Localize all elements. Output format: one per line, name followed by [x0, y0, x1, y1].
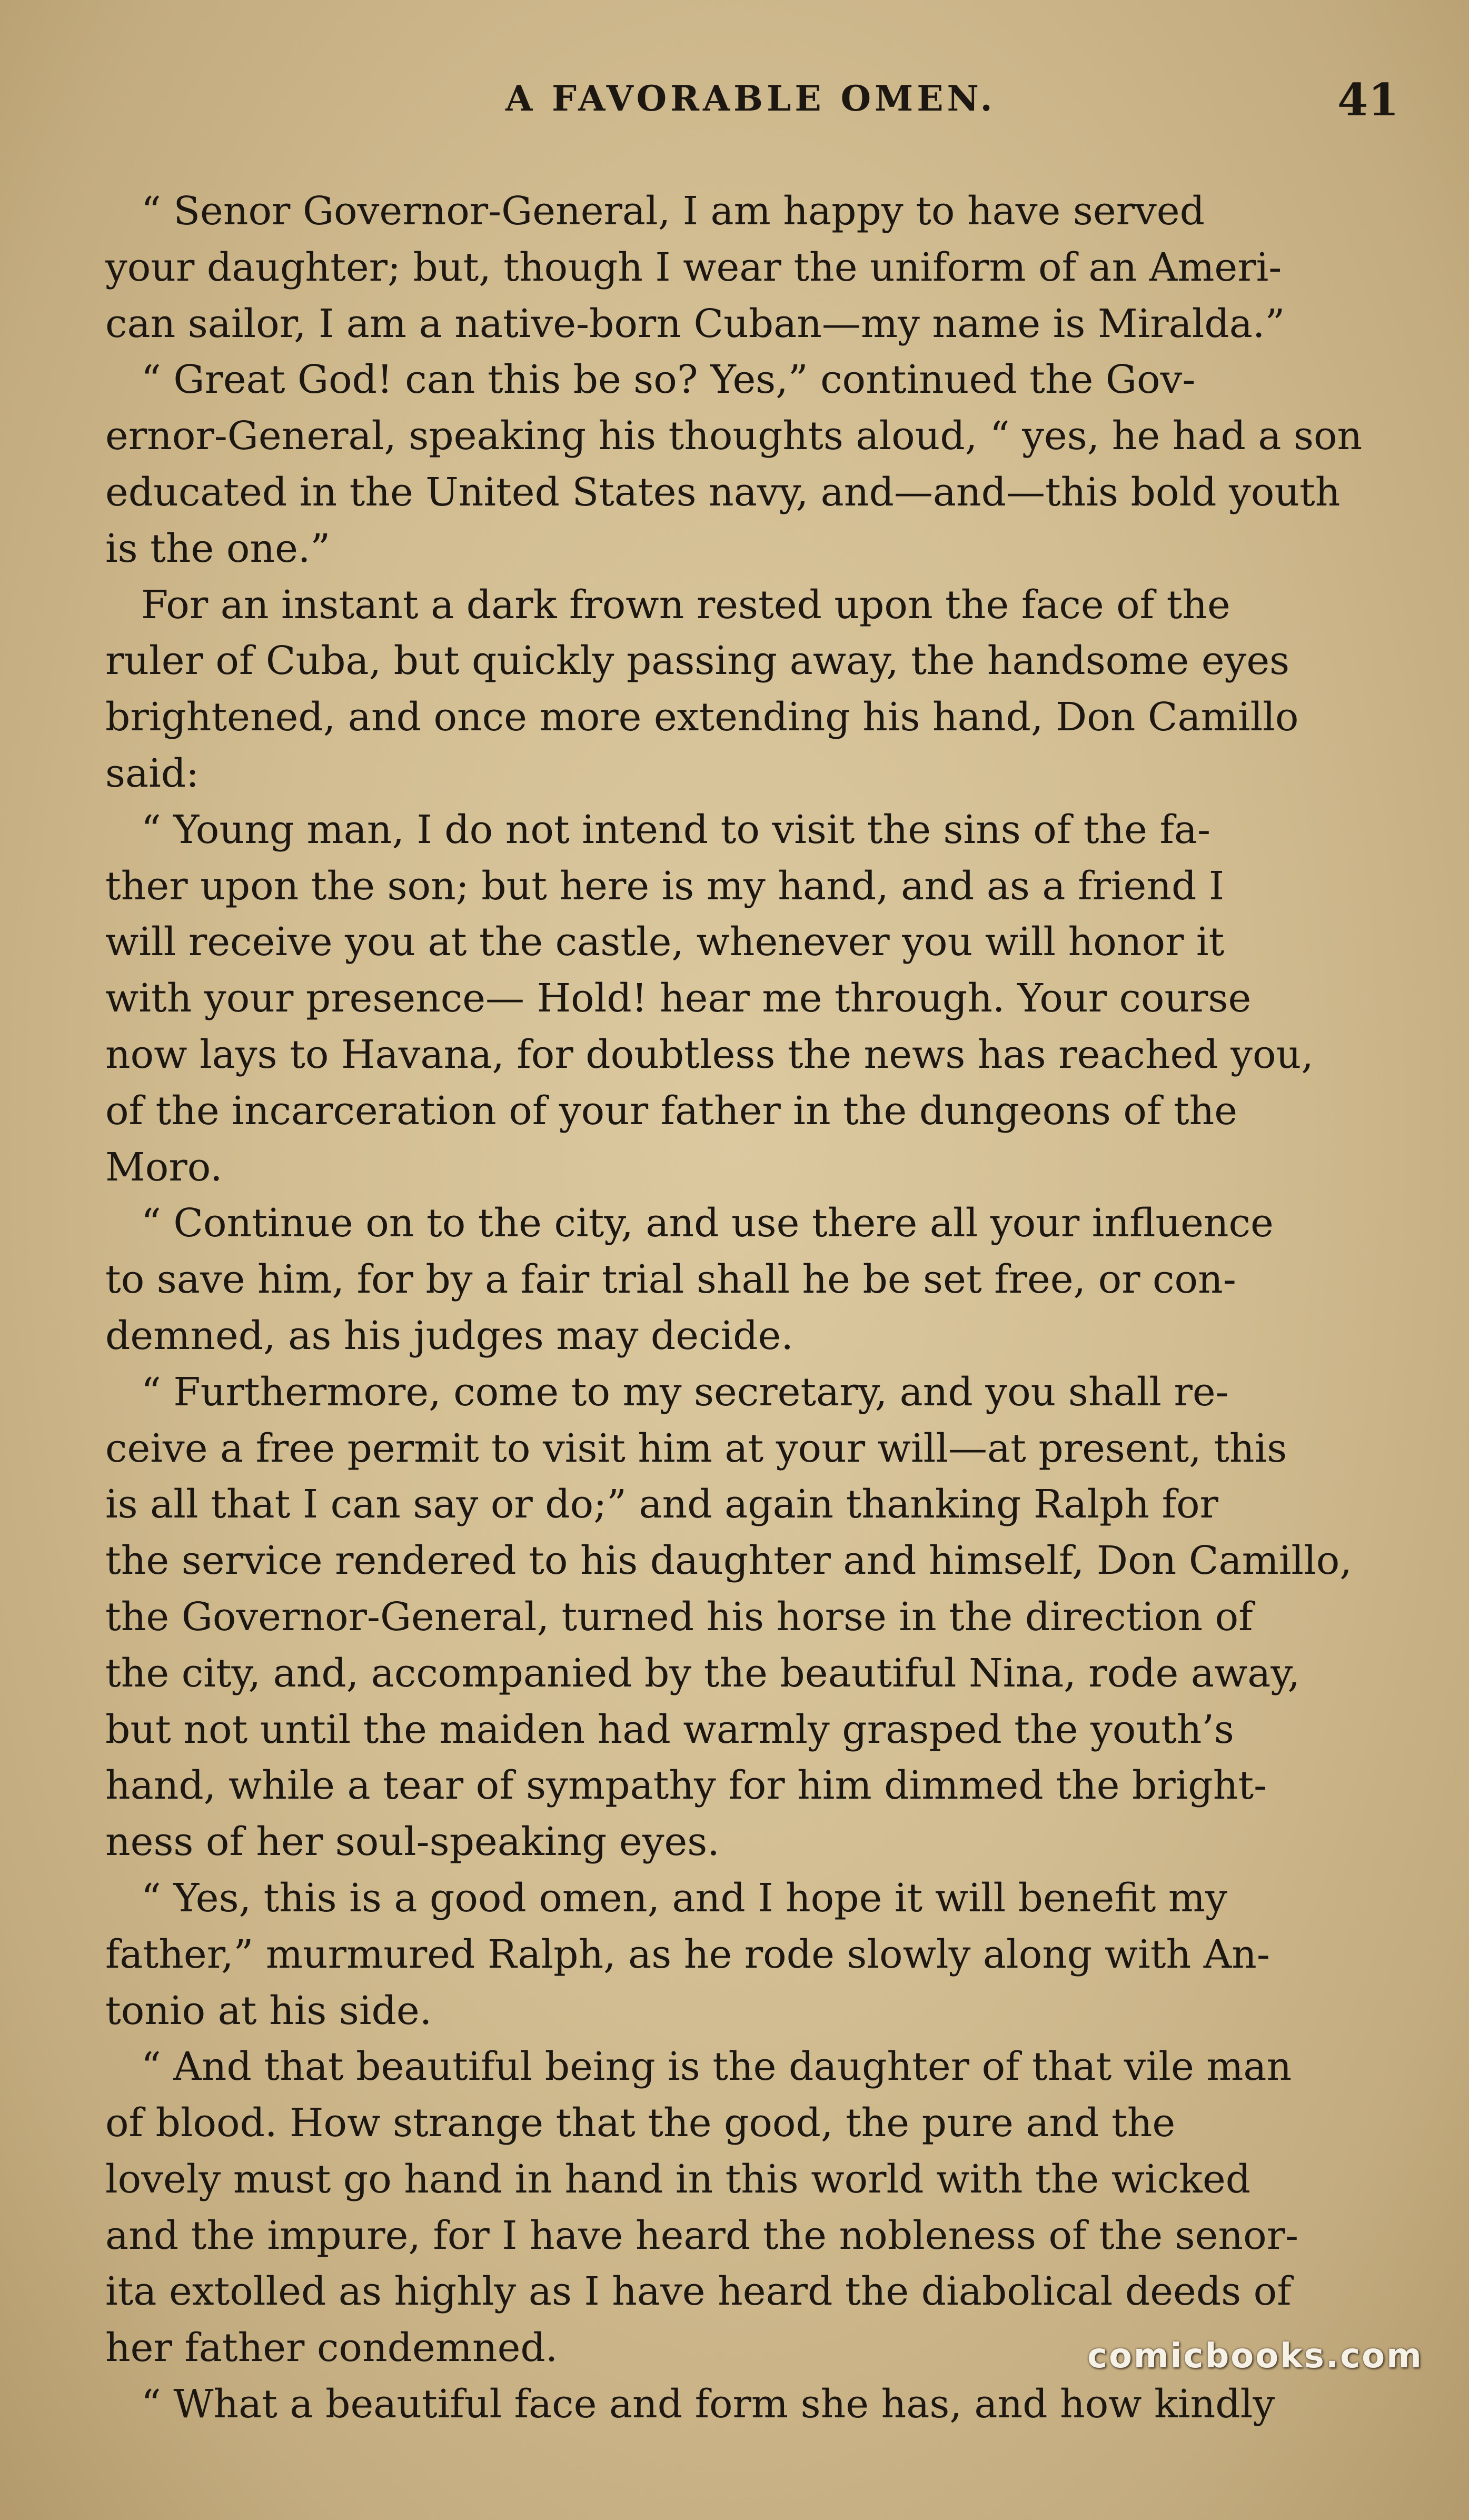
text-line: the Governor-General, turned his horse in the direction of — [105, 1594, 1253, 1640]
text-line: Moro. — [105, 1144, 223, 1190]
text-line: educated in the United States navy, and—and—this bold youth — [105, 469, 1341, 515]
text-line: the city, and, accompanied by the beautiful Nina, rode away, — [105, 1650, 1300, 1696]
text-line: the service rendered to his daughter and himself, Don Camillo, — [105, 1538, 1352, 1584]
text-line: and the impure, for I have heard the nobleness of the senor- — [105, 2213, 1298, 2258]
text-line: can sailor, I am a native-born Cuban—my name is Miralda.” — [105, 301, 1285, 346]
text-line: “ Senor Governor-General, I am happy to have served — [141, 188, 1205, 234]
text-line: ita extolled as highly as I have heard the diabolical deeds of — [105, 2269, 1292, 2315]
text-line: of the incarceration of your father in the dungeons of the — [105, 1088, 1238, 1134]
text-line: “ Yes, this is a good omen, and I hope it will benefit my — [141, 1875, 1227, 1921]
page-header — [0, 74, 1469, 132]
text-line: “ Furthermore, come to my secretary, and you shall re- — [141, 1369, 1229, 1415]
text-line: ernor-General, speaking his thoughts aloud, “ yes, he had a son — [105, 413, 1363, 459]
text-line: “ What a beautiful face and form she has, and how kindly — [141, 2382, 1275, 2427]
text-line: will receive you at the castle, whenever you will honor it — [105, 919, 1225, 965]
text-line: brightened, and once more extending his hand, Don Camillo — [105, 695, 1299, 740]
text-line: “ Young man, I do not intend to visit the sins of the fa- — [141, 807, 1210, 852]
text-line: of blood. How strange that the good, the pure and the — [105, 2100, 1176, 2146]
text-line: father,” murmured Ralph, as he rode slowly along with An- — [105, 1931, 1270, 1977]
text-line: ther upon the son; but here is my hand, and as a friend I — [105, 863, 1225, 909]
text-line: ceive a free permit to visit him at your will—at present, this — [105, 1425, 1287, 1471]
text-line: tonio at his side. — [105, 1988, 432, 2033]
page-number: 41 — [1337, 74, 1399, 126]
text-line: ruler of Cuba, but quickly passing away, the handsome eyes — [105, 638, 1290, 684]
text-line: to save him, for by a fair trial shall he be set free, or con- — [105, 1257, 1236, 1303]
text-line: with your presence— Hold! hear me through. Your course — [105, 976, 1252, 1021]
text-line: ness of her soul-speaking eyes. — [105, 1819, 720, 1865]
text-line: is all that I can say or do;” and again thanking Ralph for — [105, 1482, 1218, 1527]
text-line: lovely must go hand in hand in this world with the wicked — [105, 2156, 1251, 2202]
text-line: demned, as his judges may decide. — [105, 1313, 793, 1358]
body-text — [105, 183, 1390, 2433]
text-line: her father condemned. — [105, 2325, 558, 2371]
text-line: “ Continue on to the city, and use there all your influence — [141, 1201, 1274, 1246]
running-title: A FAVORABLE OMEN. — [505, 78, 996, 119]
text-line: but not until the maiden had warmly grasped the youth’s — [105, 1707, 1234, 1752]
text-line: For an instant a dark frown rested upon the face of the — [141, 582, 1230, 628]
text-line: hand, while a tear of sympathy for him dimmed the bright- — [105, 1763, 1267, 1809]
text-line: “ Great God! can this be so? Yes,” continued the Gov- — [141, 357, 1196, 403]
text-line: said: — [105, 750, 200, 796]
text-line: now lays to Havana, for doubtless the news has reached you, — [105, 1031, 1314, 1077]
text-line: is the one.” — [105, 525, 331, 571]
watermark: comicbooks.com — [1087, 2337, 1423, 2376]
text-line: “ And that beautiful being is the daughter of that vile man — [141, 2044, 1292, 2090]
text-line: your daughter; but, though I wear the uniform of an Ameri- — [105, 244, 1282, 290]
